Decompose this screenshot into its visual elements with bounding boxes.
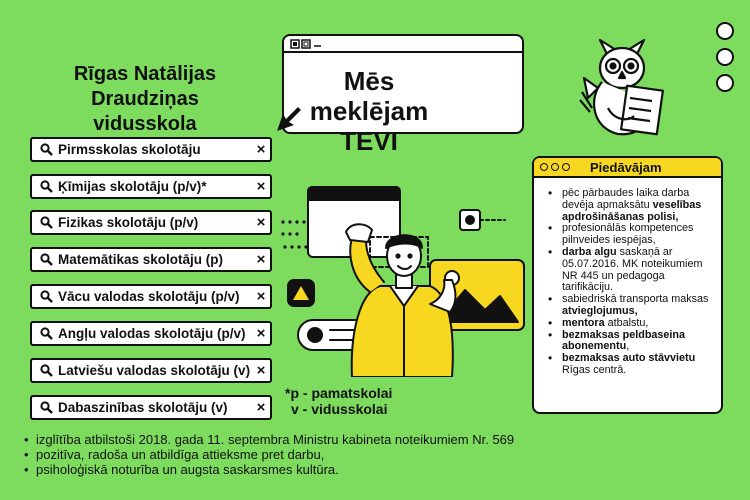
position-label: Vācu valodas skolotāju (p/v): [58, 289, 240, 304]
footnote-line-2: v - vidusskolai: [291, 401, 388, 417]
requirement-item: • pozitīva, radoša un atbildīga attieksme pret darbu,: [20, 447, 514, 462]
school-name-line-3: vidusskola: [93, 113, 197, 135]
position-label: Latviešu valodas skolotāju (v): [58, 363, 251, 378]
close-icon[interactable]: ×: [256, 251, 266, 268]
requirements-list: [20, 432, 514, 477]
position-search-pill[interactable]: [30, 174, 272, 199]
school-name: [40, 62, 250, 137]
position-label: Ķīmijas skolotāju (p/v)*: [58, 179, 207, 194]
search-icon: [34, 360, 58, 381]
headline-line-1: Mēs meklējam: [309, 66, 429, 126]
offer-item: • bezmaksas peldbaseina abonementu,: [544, 330, 713, 354]
search-icon: [34, 176, 58, 197]
footnote-line-1: *p - pamatskolai: [285, 385, 393, 401]
position-search-pill[interactable]: [30, 358, 272, 383]
requirement-item: • psiholoģiskā noturība un augsta saskarsmes kultūra.: [20, 462, 514, 477]
offer-item: • sabiedriskā transporta maksas atvieglojumus,: [544, 294, 713, 318]
close-icon[interactable]: ×: [256, 214, 266, 231]
position-search-pill[interactable]: [30, 210, 272, 235]
offer-title: Piedāvājam: [590, 159, 662, 175]
position-search-pill[interactable]: [30, 284, 272, 309]
close-icon[interactable]: ×: [256, 325, 266, 342]
offer-item: • pēc pārbaudes laika darba devēja apmaksātu veselības apdrošināšanas polisi,: [544, 188, 713, 223]
close-icon[interactable]: ×: [256, 362, 266, 379]
offer-item: • darba algu saskaņā ar 05.07.2016. MK noteikumiem NR 445 un pedagoga tarifikāciju.: [544, 247, 713, 294]
headline-window: [282, 34, 524, 156]
offer-panel: [532, 156, 723, 414]
position-search-pill[interactable]: [30, 247, 272, 272]
headline-window-titlebar: [284, 36, 522, 53]
headline: [304, 66, 434, 156]
requirement-item: • izglītība atbilstoši 2018. gada 11. septembra Ministru kabineta noteikumiem Nr. 569: [20, 432, 514, 447]
person-illustration: [280, 182, 530, 377]
offer-panel-header: [534, 158, 721, 178]
search-icon: [34, 323, 58, 344]
position-label: Angļu valodas skolotāju (p/v): [58, 326, 246, 341]
search-icon: [34, 286, 58, 307]
close-icon[interactable]: ×: [256, 141, 266, 158]
position-label: Fizikas skolotāju (p/v): [58, 215, 199, 230]
position-search-pill[interactable]: [30, 137, 272, 162]
menu-circle-icon[interactable]: [716, 48, 734, 66]
offer-list: [534, 178, 721, 377]
headline-line-2: TEVI: [340, 126, 398, 156]
offer-item: • bezmaksas auto stāvvietu Rīgas centrā.: [544, 353, 713, 377]
search-icon: [34, 212, 58, 233]
menu-circle-icon[interactable]: [716, 74, 734, 92]
position-label: Pirmsskolas skolotāju: [58, 142, 201, 157]
search-icon: [34, 249, 58, 270]
offer-item: • profesionālās kompetences pilnveides iespējas,: [544, 223, 713, 247]
position-search-pill[interactable]: [30, 321, 272, 346]
footnote: [285, 385, 392, 417]
cursor-icon: [274, 104, 304, 134]
window-icons: [290, 39, 326, 49]
window-dots-icon: [540, 163, 570, 171]
search-icon: [34, 397, 58, 418]
close-icon[interactable]: ×: [256, 178, 266, 195]
search-icon: [34, 139, 58, 160]
school-name-line-2: Draudziņas: [91, 88, 199, 110]
close-icon[interactable]: ×: [256, 288, 266, 305]
school-name-line-1: Rīgas Natālijas: [73, 63, 217, 85]
menu-circle-icon[interactable]: [716, 22, 734, 40]
offer-item: • mentora atbalstu,: [544, 318, 713, 330]
position-label: Dabaszinības skolotāju (v): [58, 400, 228, 415]
owl-logo-icon: [578, 38, 673, 138]
close-icon[interactable]: ×: [256, 399, 266, 416]
position-search-pill[interactable]: [30, 395, 272, 420]
position-label: Matemātikas skolotāju (p): [58, 252, 224, 267]
